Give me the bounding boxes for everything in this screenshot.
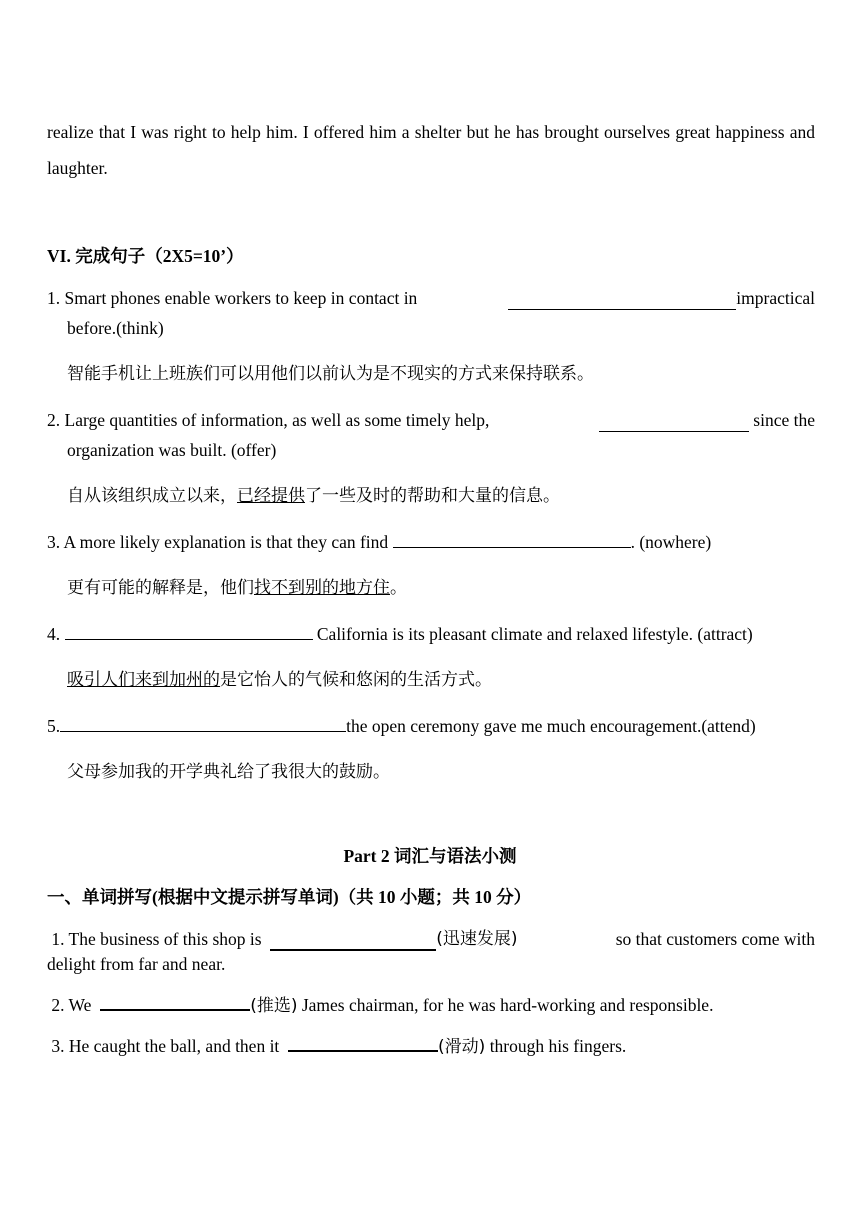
s6-item-3-translation-pre: 更有可能的解释是，他们 xyxy=(67,578,254,598)
p2-item-1-blank[interactable] xyxy=(270,934,436,951)
s6-item-5-blank[interactable] xyxy=(60,716,346,732)
p2-item-2-line xyxy=(47,993,713,1018)
s6-item-4-translation-post: 是它怡人的气候和悠闲的生活方式。 xyxy=(220,670,492,690)
s6-item-1-before: 1. Smart phones enable workers to keep in contact in xyxy=(47,288,418,308)
p2-item-1-cont: delight from far and near. xyxy=(47,954,226,974)
p2-item-3-after: through his fingers. xyxy=(485,1036,627,1056)
p2-item-3-hint: (滑动) xyxy=(438,1037,486,1057)
s6-item-5-line xyxy=(47,714,756,738)
p2-item-3-blank[interactable] xyxy=(288,1035,438,1052)
s6-item-1-line xyxy=(47,286,815,310)
s6-item-2-translation-underlined: 已经提供 xyxy=(237,486,305,506)
s6-item-5-before: 5. xyxy=(47,716,61,736)
s6-item-3-blank[interactable] xyxy=(393,532,631,548)
p2-item-1-hint: (迅速发展) xyxy=(436,929,518,949)
s6-item-4-blank[interactable] xyxy=(65,624,313,640)
s6-item-2-blank[interactable] xyxy=(599,416,749,432)
p2-item-2-hint: (推选) xyxy=(250,996,298,1016)
s6-item-4-after: California is its pleasant climate and relaxed lifestyle. (attract) xyxy=(312,624,753,644)
p2-item-1-after: so that customers come with xyxy=(611,929,815,949)
p2-item-2-before: 2. We xyxy=(47,995,101,1015)
s6-item-5-translation: 父母参加我的开学典礼给了我很大的鼓励。 xyxy=(67,762,390,782)
s6-item-5-after: the open ceremony gave me much encouragement.(attend) xyxy=(346,716,756,736)
s6-item-3-after: . (nowhere) xyxy=(630,532,712,552)
s6-item-1-after: impractical xyxy=(736,288,815,308)
s6-item-3-translation-underlined: 找不到别的地方住 xyxy=(254,578,390,598)
s6-item-2-translation-pre: 自从该组织成立以来， xyxy=(67,486,237,506)
s6-item-4-translation-underlined: 吸引人们来到加州的 xyxy=(67,670,220,690)
passage-line-1: realize that I was right to help him. I offered him a shelter but he has brought ourselves great xyxy=(47,122,711,142)
s6-item-1-blank[interactable] xyxy=(508,294,736,310)
section-6-title: VI. 完成句子（2X5=10’） xyxy=(47,246,244,266)
p2-item-3-line xyxy=(47,1034,626,1059)
s6-item-2-cont: organization was built. (offer) xyxy=(67,440,277,460)
passage-paragraph xyxy=(47,114,815,186)
s6-item-1-translation: 智能手机让上班族们可以用他们以前认为是不现实的方式来保持联系。 xyxy=(67,364,594,384)
s6-item-4-translation xyxy=(67,668,492,692)
s6-item-2-line xyxy=(47,408,815,432)
s6-item-2-before: 2. Large quantities of information, as well as some timely help, xyxy=(47,410,490,430)
p2-item-2-after: James chairman, for he was hard-working and responsible. xyxy=(297,995,714,1015)
passage-line-2: happiness and laughter. xyxy=(47,122,815,178)
s6-item-3-translation xyxy=(67,576,407,600)
p2-item-2-blank[interactable] xyxy=(100,994,250,1011)
s6-item-3-line xyxy=(47,530,711,554)
s6-item-4-line xyxy=(47,622,753,646)
p2-item-3-before: 3. He caught the ball, and then it xyxy=(47,1036,289,1056)
s6-item-3-before: 3. A more likely explanation is that they can find xyxy=(47,532,393,552)
s6-item-3-translation-post: 。 xyxy=(390,578,407,598)
s6-item-4-before: 4. xyxy=(47,624,65,644)
s6-item-2-translation-post: 了一些及时的帮助和大量的信息。 xyxy=(305,486,560,506)
s6-item-2-after: since the xyxy=(748,410,815,430)
part-2-subtitle: 一、单词拼写(根据中文提示拼写单词)（共 10 小题；共 10 分） xyxy=(47,887,532,907)
p2-item-1-before: 1. The business of this shop is xyxy=(47,929,271,949)
p2-item-1-line xyxy=(47,927,815,951)
part-2-title: Part 2 词汇与语法小测 xyxy=(343,846,517,866)
s6-item-1-cont: before.(think) xyxy=(67,318,164,338)
s6-item-2-translation xyxy=(67,484,560,508)
